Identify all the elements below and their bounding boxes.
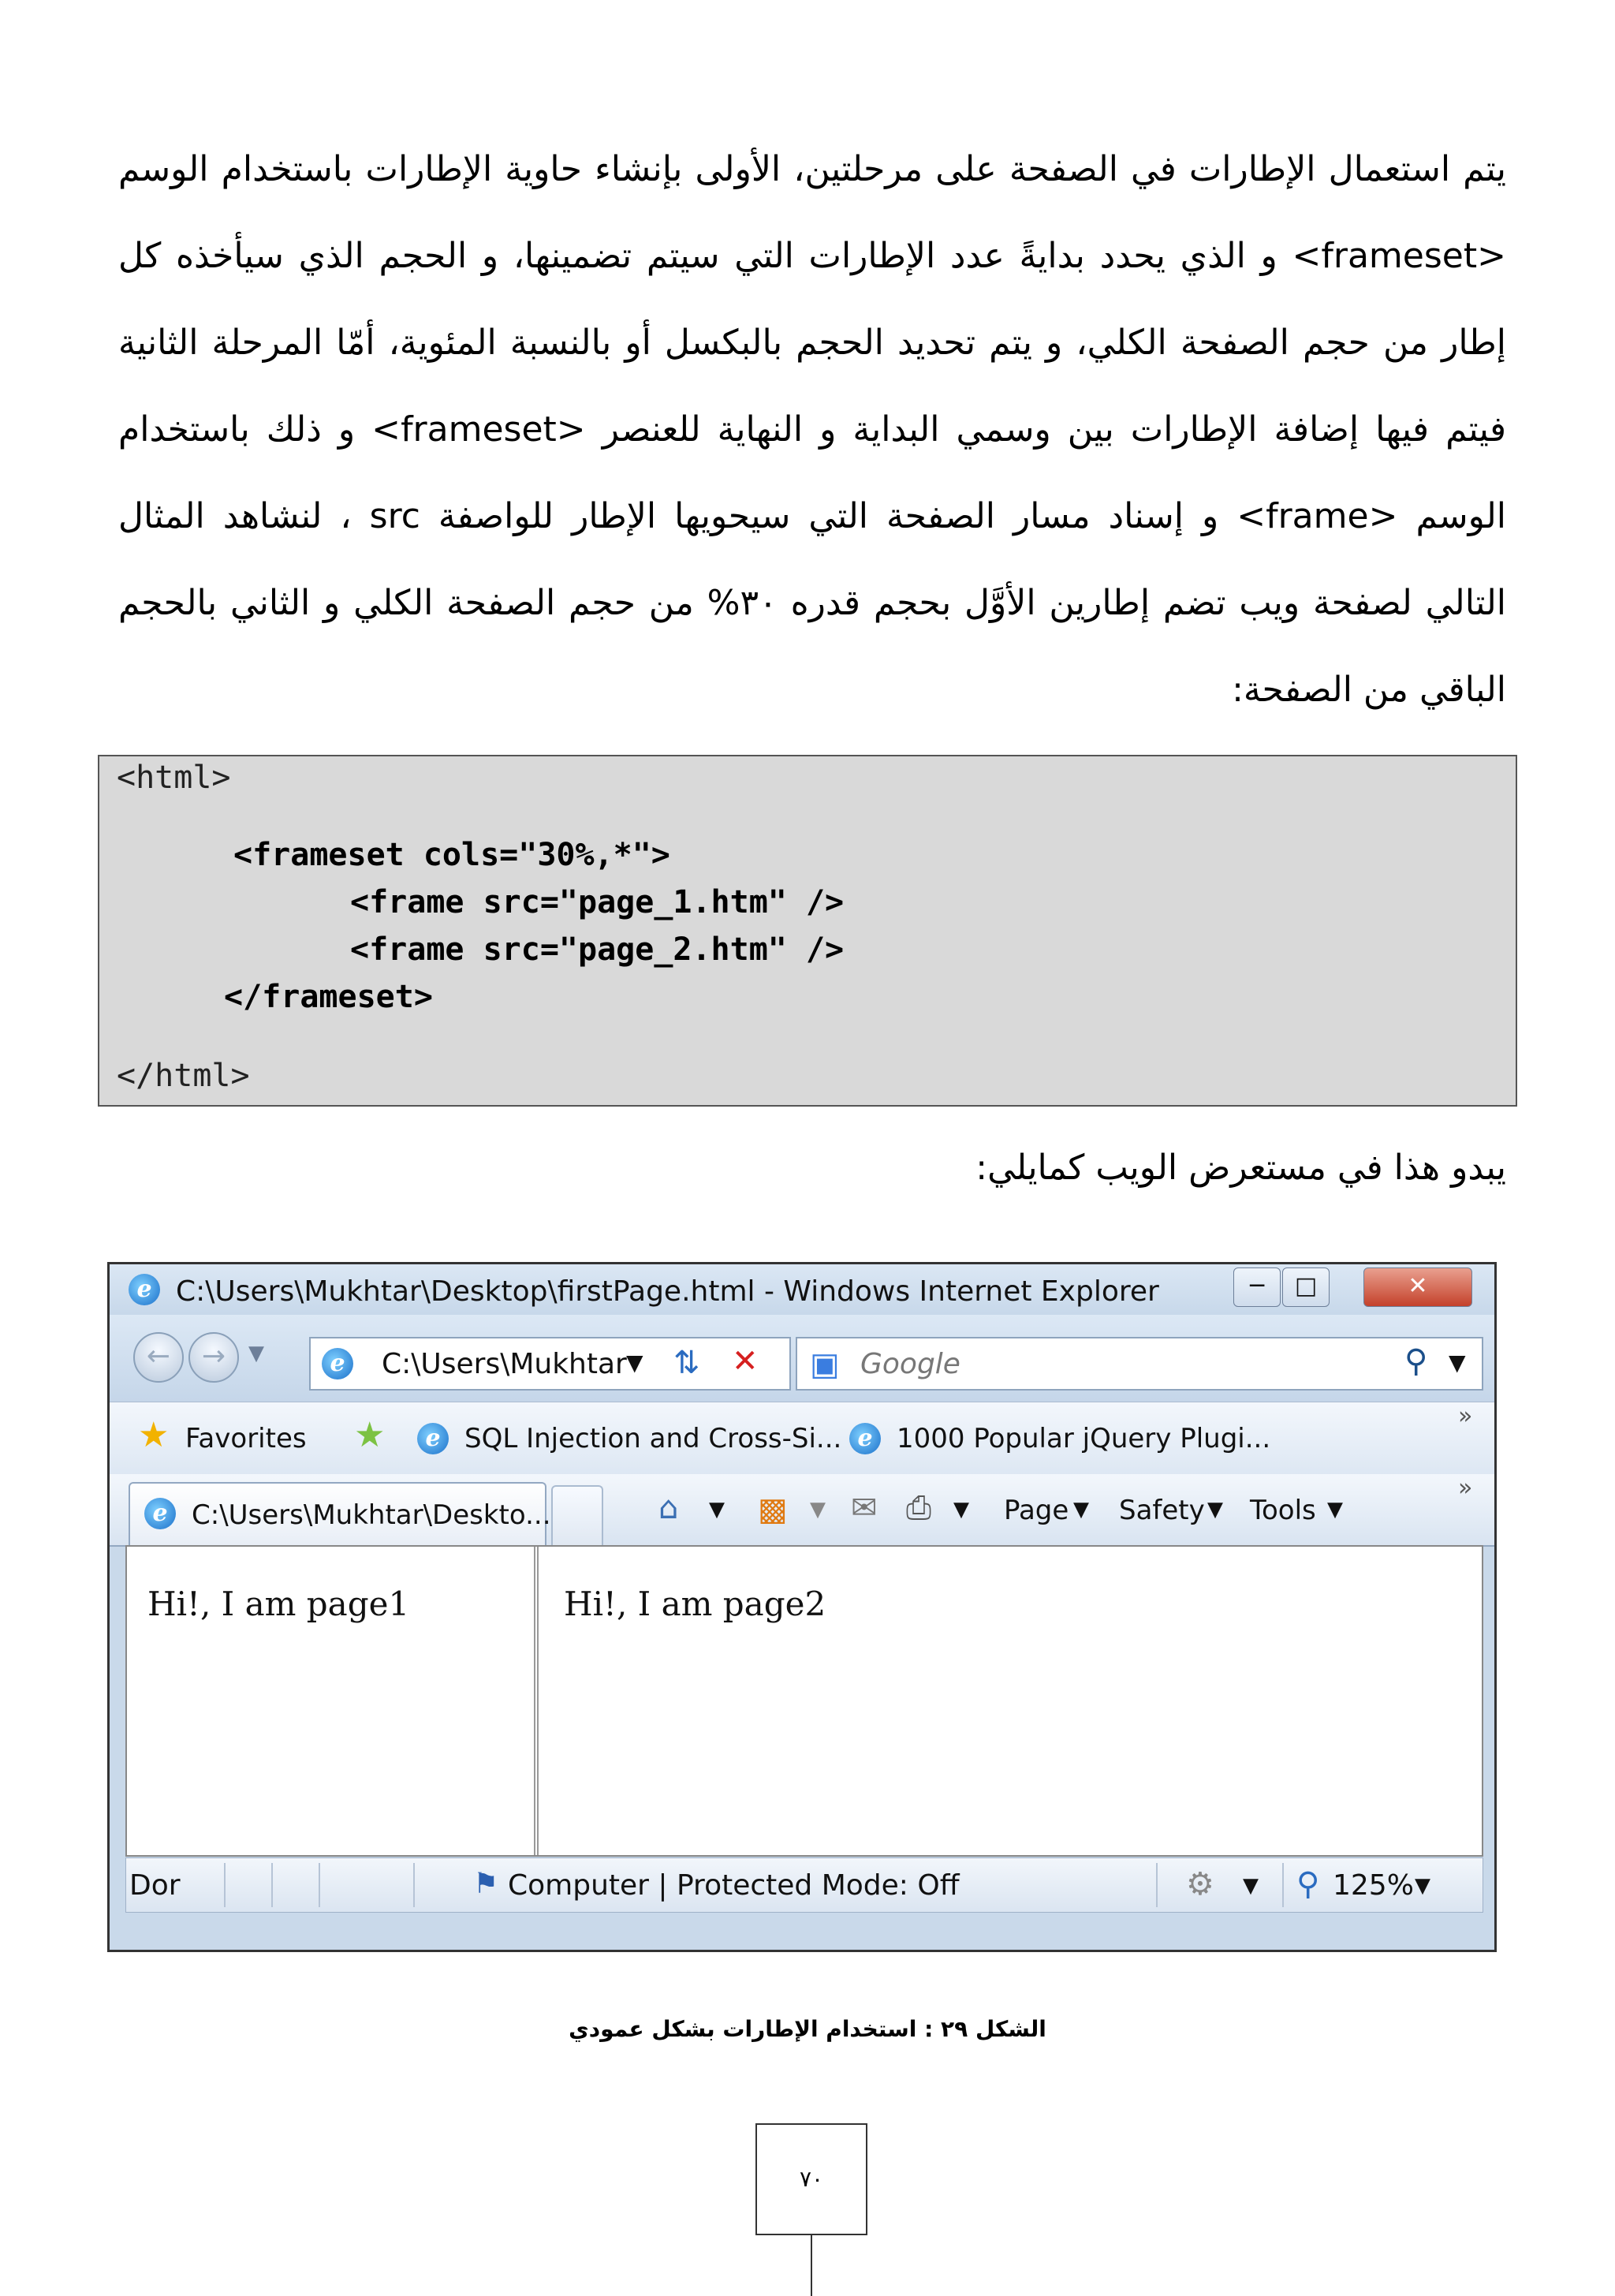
fav-link-sql-injection[interactable]: SQL Injection and Cross-Si...: [464, 1423, 842, 1454]
page-number: ٧٠: [755, 2123, 867, 2235]
zoom-icon: ⚲: [1296, 1866, 1320, 1902]
page-number-line: [811, 2235, 812, 2296]
address-text: C:\Users\Mukhtar: [382, 1348, 627, 1380]
paragraph-line: إطار من حجم الصفحة الكلي، و يتم تحديد الحجم بالبكسل أو بالنسبة المئوية، أمّا المرحلة الثانية: [118, 323, 1506, 363]
search-icon[interactable]: ⚲: [1404, 1343, 1428, 1379]
safety-menu[interactable]: Safety: [1119, 1495, 1205, 1526]
new-tab-button[interactable]: [551, 1485, 603, 1545]
paragraph-line: يتم استعمال الإطارات في الصفحة على مرحلتين، الأولى بإنشاء حاوية الإطارات باستخدام الوسم: [118, 149, 1506, 189]
add-favorites-icon[interactable]: ★: [354, 1415, 386, 1455]
stop-icon[interactable]: ✕: [732, 1343, 759, 1379]
paragraph-line: التالي لصفحة ويب تضم إطارين الأوَّل بحجم قدره ٣٠% من حجم الصفحة الكلي و الثاني بالحجم: [118, 583, 1507, 623]
status-separator: [413, 1863, 415, 1907]
status-bar: [125, 1857, 1483, 1913]
search-input[interactable]: [796, 1337, 1483, 1391]
frame-left: [127, 1547, 539, 1855]
chevron-down-icon[interactable]: ▼: [1327, 1498, 1343, 1521]
security-zone: Computer | Protected Mode: Off: [508, 1869, 960, 1902]
chevron-down-icon[interactable]: ▼: [709, 1498, 725, 1521]
code-example: [98, 755, 1517, 1107]
paragraph-line: فيتم فيها إضافة الإطارات بين وسمي البداية و النهاية للعنصر <frameset> و ذلك باستخدام: [118, 409, 1506, 450]
close-button[interactable]: ✕: [1363, 1267, 1472, 1307]
search-placeholder: Google: [860, 1348, 960, 1380]
window-title: C:\Users\Mukhtar\Desktop\firstPage.html - Windows Internet Explorer: [176, 1275, 1159, 1308]
chevron-right-icon[interactable]: »: [1458, 1402, 1473, 1430]
chevron-right-icon[interactable]: »: [1458, 1474, 1473, 1502]
minimize-button[interactable]: ─: [1233, 1267, 1281, 1307]
chevron-down-icon[interactable]: ▼: [1415, 1874, 1430, 1898]
paragraph-line: الباقي من الصفحة:: [1232, 670, 1506, 710]
status-separator: [1156, 1863, 1158, 1907]
tab-current[interactable]: [129, 1482, 551, 1545]
tab-label: C:\Users\Mukhtar\Deskto...: [192, 1499, 551, 1531]
chevron-down-icon[interactable]: ▼: [1207, 1498, 1223, 1521]
command-bar: [110, 1474, 1494, 1547]
frame-right: [543, 1547, 1482, 1855]
home-icon[interactable]: ⌂: [658, 1490, 679, 1526]
zoom-level[interactable]: 125%: [1333, 1869, 1414, 1902]
tools-menu[interactable]: Tools: [1250, 1495, 1316, 1526]
chevron-down-icon[interactable]: ▼: [953, 1498, 969, 1521]
code-line-frameset-close: </frameset>: [224, 979, 433, 1015]
paragraph-line: الوسم <frame> و إسناد مسار الصفحة التي سيحويها الإطار للواصفة src ، لنشاهد المثال: [118, 496, 1506, 536]
frame2-text: Hi!, I am page2: [564, 1585, 826, 1623]
status-separator: [319, 1863, 320, 1907]
ie-icon: e: [417, 1423, 449, 1454]
chevron-down-icon[interactable]: ▼: [248, 1342, 264, 1365]
code-line-frame-1: <frame src="page_1.htm" />: [350, 884, 845, 920]
status-text: Dor: [129, 1869, 181, 1902]
chevron-down-icon[interactable]: ▼: [1449, 1350, 1466, 1376]
code-line-frameset-open: <frameset cols="30%,*">: [233, 837, 670, 873]
ie-icon: e: [849, 1423, 881, 1454]
favorites-button[interactable]: Favorites: [185, 1423, 307, 1454]
globe-icon[interactable]: ⚙: [1186, 1866, 1214, 1902]
rss-icon[interactable]: ▩: [758, 1491, 788, 1528]
status-separator: [1282, 1863, 1284, 1907]
status-separator: [271, 1863, 273, 1907]
title-bar: [110, 1264, 1494, 1315]
figure-caption: الشكل ٢٩ : استخدام الإطارات بشكل عمودي: [569, 2016, 1046, 2042]
paragraph-line: <frameset> و الذي يحدد بدايةً عدد الإطارات التي سيتم تضمينها، و الحجم الذي سيأخذه كل: [118, 236, 1506, 276]
maximize-button[interactable]: □: [1282, 1267, 1330, 1307]
forward-icon[interactable]: →: [188, 1332, 239, 1383]
favorites-bar: [110, 1402, 1494, 1475]
browser-window: [107, 1262, 1497, 1952]
status-separator: [224, 1863, 226, 1907]
page-menu[interactable]: Page: [1004, 1495, 1069, 1526]
back-icon[interactable]: ←: [133, 1332, 184, 1383]
google-icon: ▣: [810, 1346, 840, 1383]
navigation-bar: [110, 1315, 1494, 1402]
print-icon[interactable]: ⎙: [906, 1490, 931, 1526]
code-line-html-open: <html>: [117, 760, 231, 796]
chevron-down-icon[interactable]: ▼: [1073, 1498, 1089, 1521]
intro-text: يبدو هذا في مستعرض الويب كمايلي:: [975, 1148, 1506, 1188]
code-line-html-close: </html>: [117, 1058, 250, 1094]
chevron-down-icon[interactable]: ▼: [1243, 1874, 1259, 1898]
page-content-area: [125, 1545, 1483, 1857]
refresh-icon[interactable]: ⇅: [673, 1345, 700, 1381]
computer-icon: ⚑: [473, 1868, 499, 1900]
address-bar[interactable]: [309, 1337, 791, 1391]
mail-icon[interactable]: ✉: [851, 1490, 878, 1526]
code-line-frame-2: <frame src="page_2.htm" />: [350, 931, 845, 968]
chevron-down-icon[interactable]: ▼: [810, 1498, 826, 1521]
frame1-text: Hi!, I am page1: [147, 1585, 410, 1623]
ie-icon: e: [129, 1274, 160, 1305]
fav-link-jquery-plugins[interactable]: 1000 Popular jQuery Plugi...: [897, 1423, 1271, 1454]
ie-icon: e: [322, 1348, 353, 1379]
ie-icon: e: [144, 1498, 176, 1529]
chevron-down-icon[interactable]: ▼: [626, 1350, 643, 1376]
favorites-star-icon: ★: [138, 1415, 170, 1455]
body-paragraph: [118, 126, 1506, 734]
